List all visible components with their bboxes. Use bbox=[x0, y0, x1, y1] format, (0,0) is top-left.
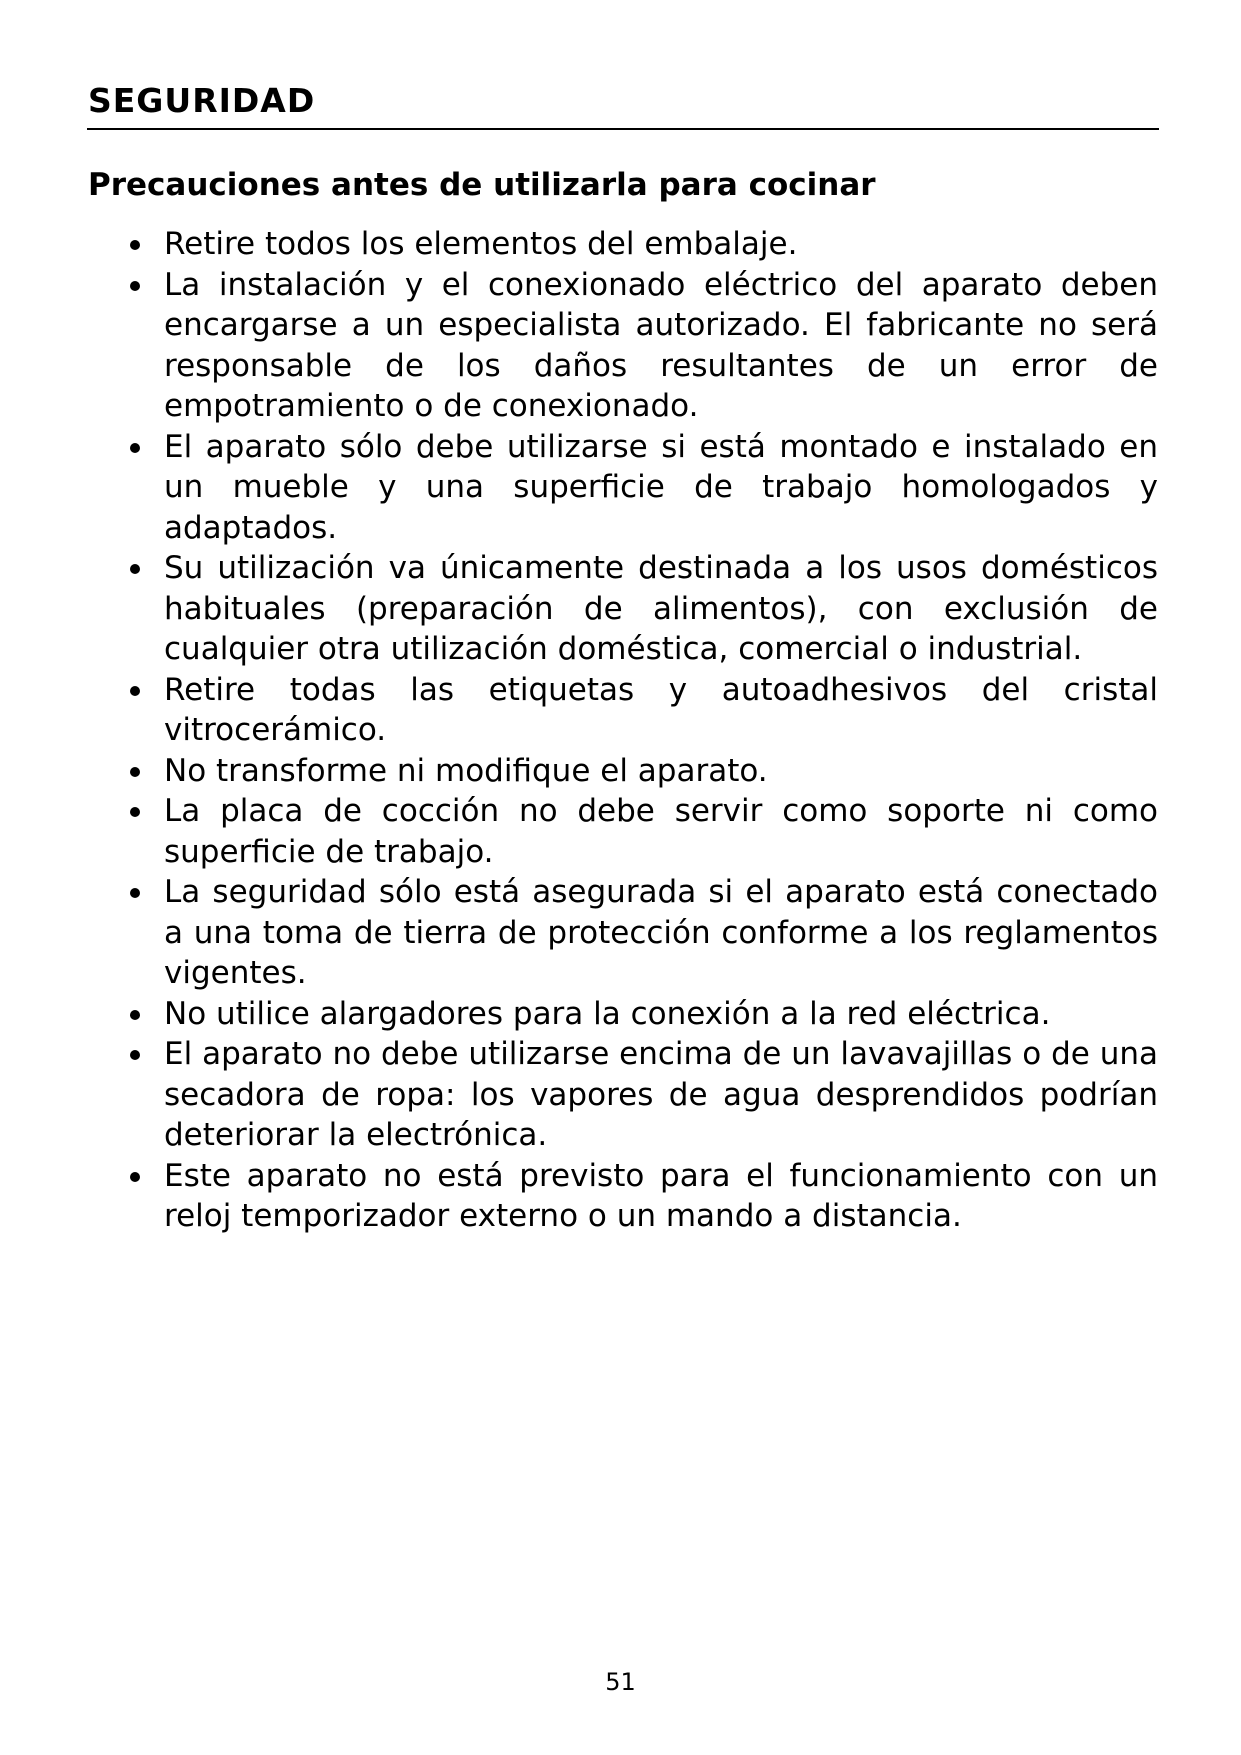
bullet-icon bbox=[130, 686, 140, 696]
bullet-icon bbox=[130, 240, 140, 250]
list-item bbox=[124, 1034, 1158, 1156]
list-item bbox=[124, 224, 1158, 265]
list-item bbox=[124, 670, 1158, 751]
list-item bbox=[124, 994, 1158, 1035]
section-title: SEGURIDAD bbox=[88, 81, 316, 120]
bullet-icon bbox=[130, 281, 140, 291]
bullet-icon bbox=[130, 767, 140, 777]
bullet-icon bbox=[130, 564, 140, 574]
list-item-text: Retire todas las etiquetas y autoadhesivos del cristal vitrocerámico. bbox=[164, 671, 1158, 748]
list-item-text: La seguridad sólo está asegurada si el aparato está conectado a una toma de tierra de protección conforme a los reglamentos vigentes. bbox=[164, 874, 1158, 991]
list-item-text: Retire todos los elementos del embalaje. bbox=[164, 226, 798, 262]
list-item-text: El aparato sólo debe utilizarse si está montado e instalado en un mueble y una superficie de trabajo homologados y adaptados. bbox=[164, 428, 1158, 546]
subsection-title: Precauciones antes de utilizarla para cocinar bbox=[88, 167, 876, 203]
list-item bbox=[124, 1156, 1158, 1237]
precautions-list bbox=[124, 224, 1158, 1237]
list-item bbox=[124, 751, 1158, 792]
list-item-text: La instalación y el conexionado eléctrico del aparato deben encargarse a un especialista autorizado. El fabricante no será responsable de los daños resultantes de un error de empotramiento o de conexionado. bbox=[164, 266, 1158, 424]
list-item-text: No utilice alargadores para la conexión a la red eléctrica. bbox=[164, 995, 1051, 1032]
title-underline bbox=[87, 128, 1159, 130]
bullet-icon bbox=[130, 1050, 140, 1060]
bullet-icon bbox=[130, 1172, 140, 1182]
list-item-text: El aparato no debe utilizarse encima de un lavavajillas o de una secadora de ropa: los vapores de agua desprendidos podrían deteriorar la electrónica. bbox=[164, 1036, 1158, 1153]
list-item bbox=[124, 548, 1158, 670]
list-item bbox=[124, 427, 1158, 549]
list-item-text: Este aparato no está previsto para el funcionamiento con un reloj temporizador externo o un mando a distancia. bbox=[164, 1157, 1158, 1234]
list-item-text: Su utilización va únicamente destinada a los usos domésticos habituales (preparación de alimentos), con exclusión de cualquier otra utilización doméstica, comercial o industrial. bbox=[164, 550, 1158, 667]
list-item bbox=[124, 265, 1158, 427]
bullet-icon bbox=[130, 1010, 140, 1020]
bullet-icon bbox=[130, 888, 140, 898]
bullet-icon bbox=[130, 443, 140, 453]
list-item-text: No transforme ni modifique el aparato. bbox=[164, 752, 768, 789]
page-number: 51 bbox=[605, 1668, 636, 1696]
bullet-icon bbox=[130, 807, 140, 817]
list-item bbox=[124, 791, 1158, 872]
list-item bbox=[124, 872, 1158, 994]
list-item-text: La placa de cocción no debe servir como soporte ni como superficie de trabajo. bbox=[164, 793, 1158, 870]
